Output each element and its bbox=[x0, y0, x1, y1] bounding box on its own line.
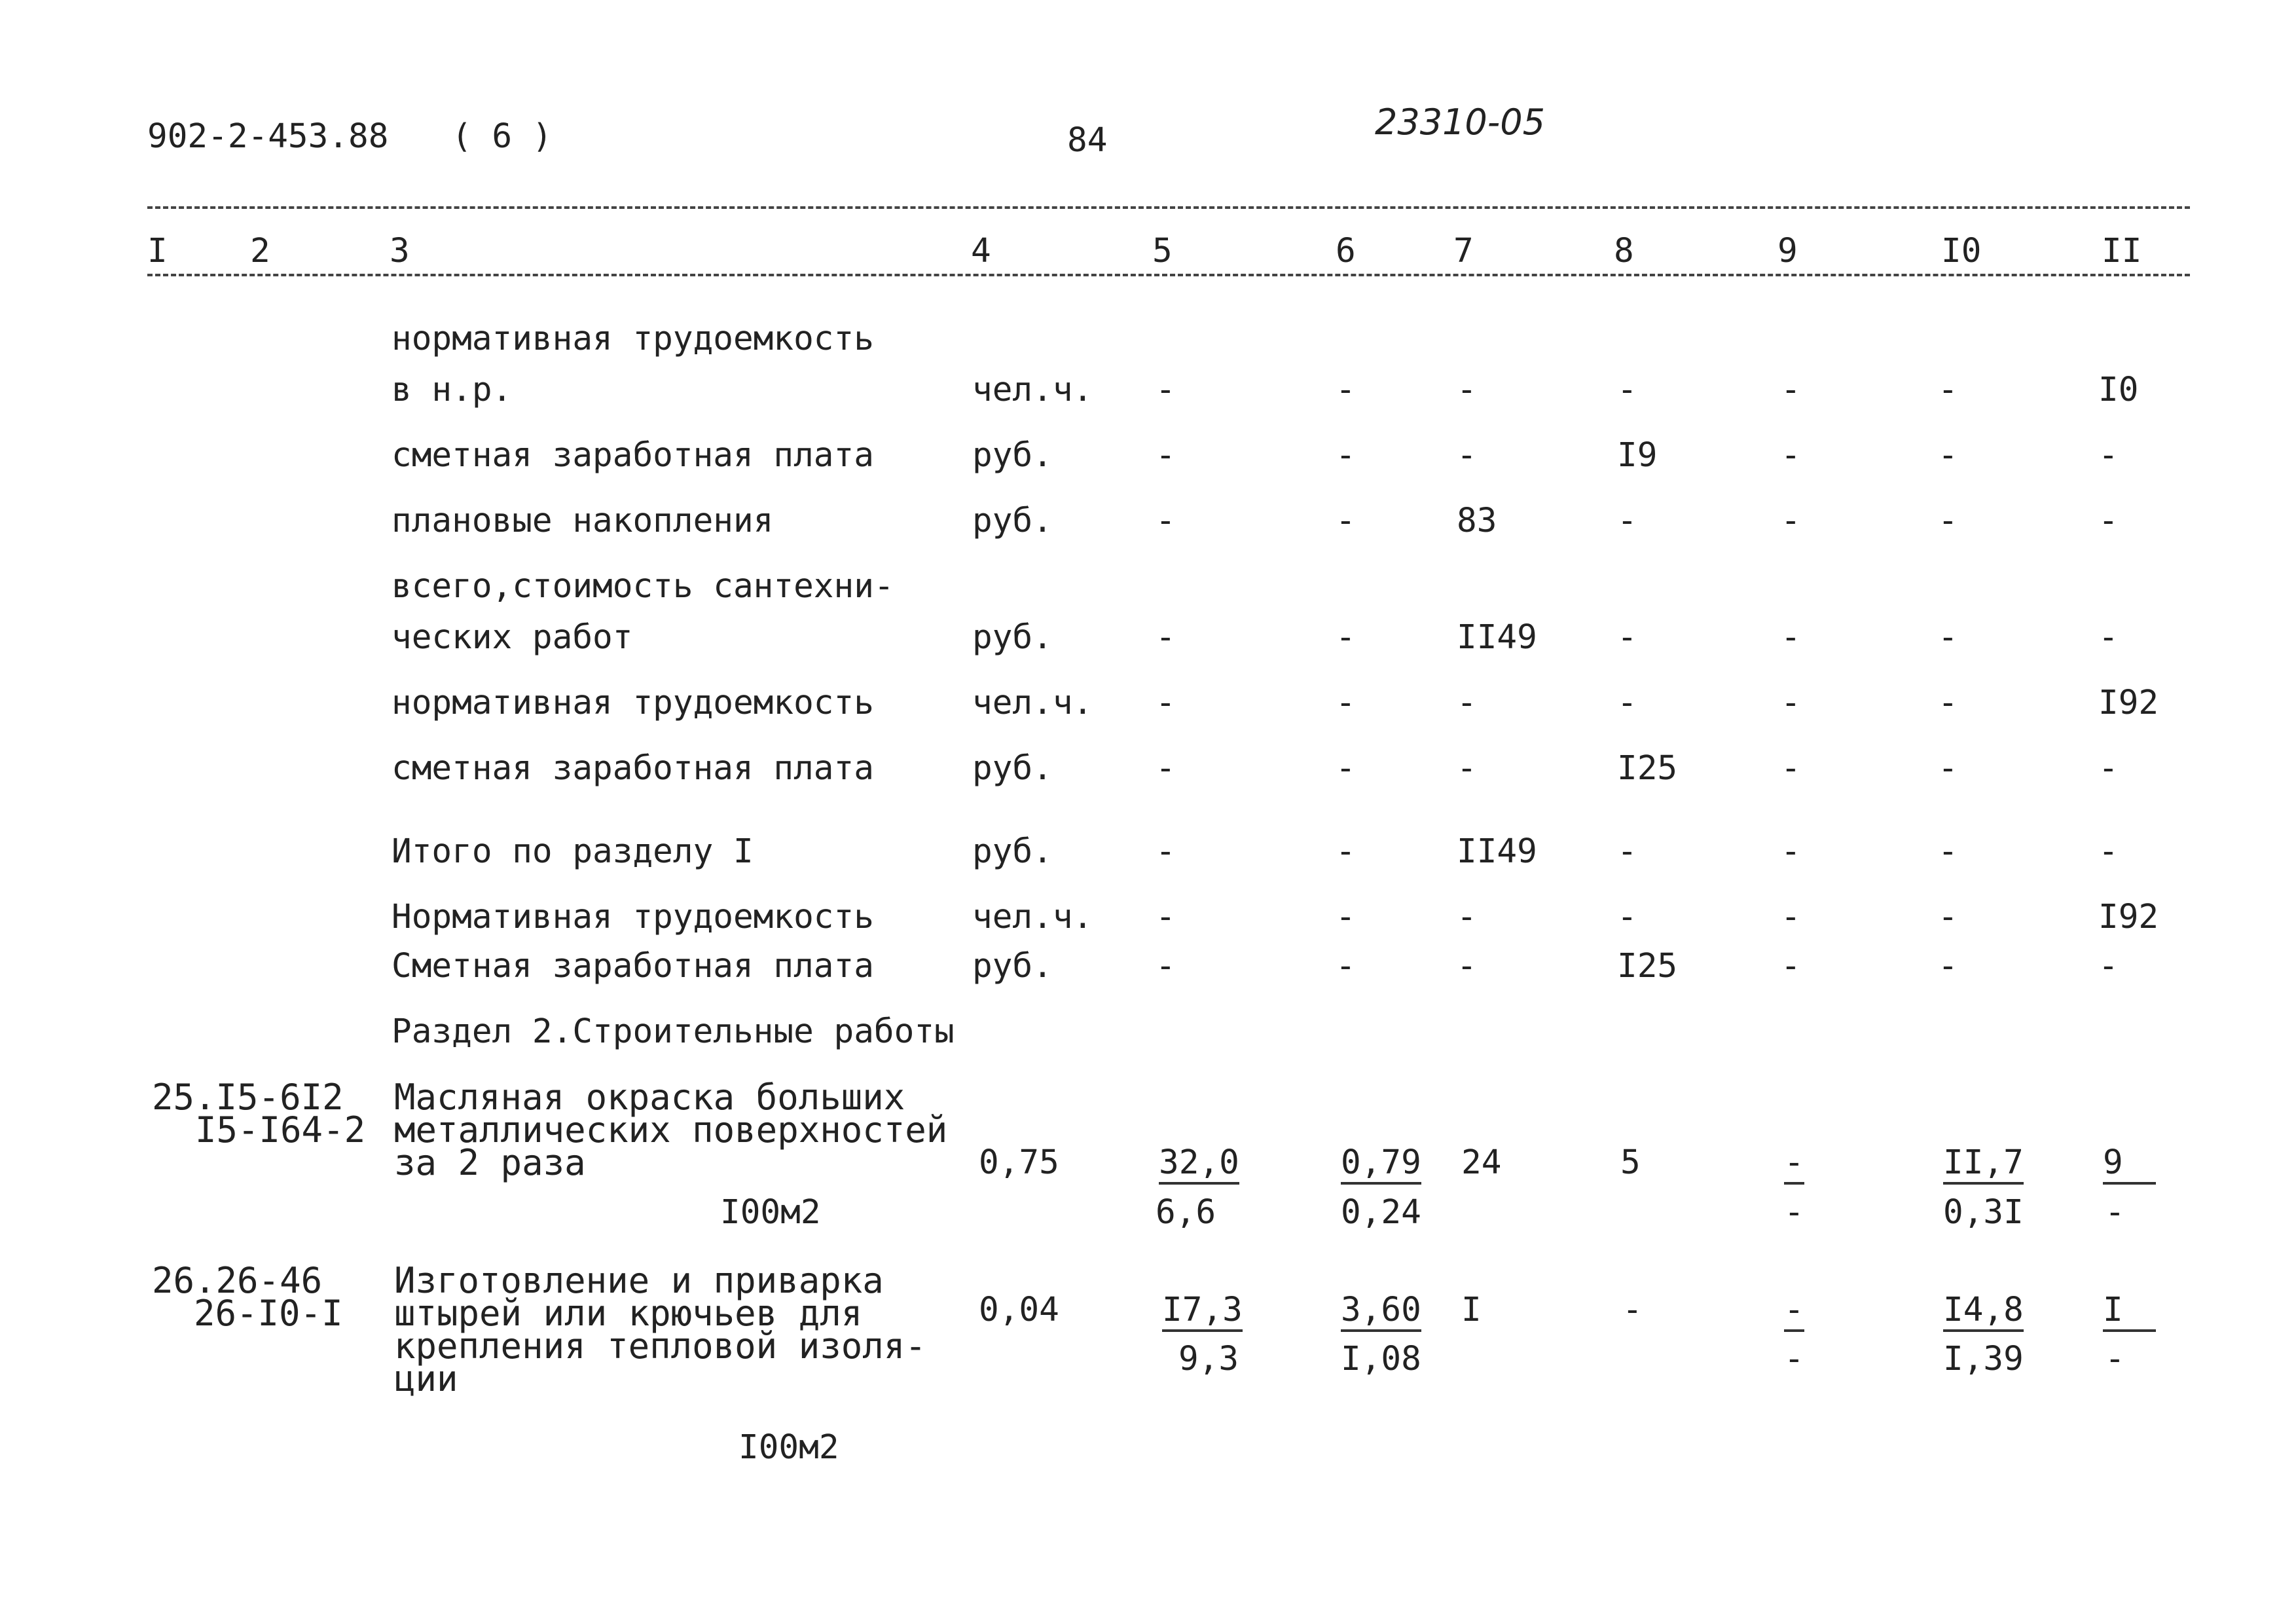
col-header-9: 9 bbox=[1777, 232, 1798, 270]
row-value-c11: - bbox=[2098, 947, 2119, 986]
row-desc-line: Сметная заработная плата bbox=[392, 947, 874, 986]
row-value-c11: - bbox=[2098, 502, 2119, 540]
row-value-c9: - bbox=[1781, 371, 1801, 409]
row-value-c7: - bbox=[1457, 371, 1477, 409]
row-desc-line: нормативная трудоемкость bbox=[392, 320, 874, 358]
row-value-c6: - bbox=[1336, 684, 1356, 722]
col-header-6: 6 bbox=[1336, 232, 1356, 270]
row-value-c8: I25 bbox=[1617, 947, 1678, 986]
row-unit: чел.ч. bbox=[972, 371, 1093, 409]
item-c10-bottom: I,39 bbox=[1943, 1340, 2024, 1378]
item-unit: I00м2 bbox=[738, 1428, 839, 1467]
row-value-c6: - bbox=[1336, 371, 1356, 409]
item-c5-top: 32,0 bbox=[1159, 1146, 1239, 1185]
item-c11-top: 9 bbox=[2103, 1146, 2156, 1185]
row-value-c9: - bbox=[1781, 502, 1801, 540]
item-c10-top: I4,8 bbox=[1943, 1293, 2024, 1332]
item-quantity: 0,75 bbox=[979, 1143, 1059, 1182]
row-value-c6: - bbox=[1336, 749, 1356, 788]
col-header-8: 8 bbox=[1614, 232, 1634, 270]
row-value-c11: I92 bbox=[2098, 898, 2159, 936]
item-code: 26-I0-I bbox=[194, 1293, 343, 1334]
row-value-c6: - bbox=[1336, 618, 1356, 657]
row-value-c8: - bbox=[1617, 371, 1637, 409]
col-header-7: 7 bbox=[1453, 232, 1474, 270]
row-value-c6: - bbox=[1336, 502, 1356, 540]
row-value-c8: - bbox=[1617, 832, 1637, 871]
item-number: 26.26-46 bbox=[152, 1260, 323, 1301]
row-desc-line: Нормативная трудоемкость bbox=[392, 898, 874, 936]
item-c9-top: - bbox=[1784, 1146, 1804, 1185]
item-c9-top: - bbox=[1784, 1293, 1804, 1332]
row-value-c5: - bbox=[1156, 749, 1176, 788]
row-value-c10: - bbox=[1938, 618, 1958, 657]
col-header-4: 4 bbox=[971, 232, 991, 270]
item-c11-top: I bbox=[2103, 1293, 2156, 1332]
row-desc-line: Итого по разделу I bbox=[392, 832, 754, 871]
col-header-11: II bbox=[2102, 232, 2142, 270]
row-value-c7: 83 bbox=[1457, 502, 1497, 540]
row-value-c11: - bbox=[2098, 618, 2119, 657]
row-value-c5: - bbox=[1156, 618, 1176, 657]
row-value-c11: I92 bbox=[2098, 684, 2159, 722]
row-value-c5: - bbox=[1156, 947, 1176, 986]
row-unit: руб. bbox=[972, 618, 1053, 657]
row-value-c10: - bbox=[1938, 684, 1958, 722]
row-value-c9: - bbox=[1781, 898, 1801, 936]
handwritten-stamp: 23310-05 bbox=[1375, 101, 1545, 143]
item-desc-line: Масляная окраска больших bbox=[394, 1077, 905, 1118]
item-c6-bottom: 0,24 bbox=[1341, 1193, 1421, 1232]
item-c6-top: 0,79 bbox=[1341, 1146, 1421, 1185]
item-desc-line: Изготовление и приварка bbox=[394, 1260, 884, 1301]
row-unit: руб. bbox=[972, 502, 1053, 540]
row-value-c5: - bbox=[1156, 898, 1176, 936]
row-unit: руб. bbox=[972, 749, 1053, 788]
row-desc-line: сметная заработная плата bbox=[392, 749, 874, 788]
row-value-c10: - bbox=[1938, 749, 1958, 788]
row-desc-line: сметная заработная плата bbox=[392, 436, 874, 475]
row-unit: чел.ч. bbox=[972, 898, 1093, 936]
row-desc-line: всего,стоимость сантехни- bbox=[392, 567, 894, 606]
row-value-c9: - bbox=[1781, 684, 1801, 722]
section-title: Раздел 2.Строительные работы bbox=[392, 1012, 955, 1051]
row-desc-line: нормативная трудоемкость bbox=[392, 684, 874, 722]
row-value-c7: II49 bbox=[1457, 618, 1537, 657]
row-value-c11: I0 bbox=[2098, 371, 2139, 409]
item-c5-bottom: 6,6 bbox=[1156, 1193, 1216, 1232]
row-unit: руб. bbox=[972, 832, 1053, 871]
item-c6-top: 3,60 bbox=[1341, 1293, 1421, 1332]
col-header-3: 3 bbox=[390, 232, 410, 270]
row-value-c8: - bbox=[1617, 684, 1637, 722]
row-value-c10: - bbox=[1938, 436, 1958, 475]
row-value-c9: - bbox=[1781, 749, 1801, 788]
header-dashed-rule bbox=[147, 274, 2190, 276]
row-value-c7: - bbox=[1457, 749, 1477, 788]
row-value-c8: I9 bbox=[1617, 436, 1658, 475]
row-value-c5: - bbox=[1156, 371, 1176, 409]
row-value-c7: II49 bbox=[1457, 832, 1537, 871]
row-value-c10: - bbox=[1938, 947, 1958, 986]
row-value-c8: - bbox=[1617, 618, 1637, 657]
row-value-c9: - bbox=[1781, 832, 1801, 871]
item-desc-line: ции bbox=[394, 1358, 458, 1399]
row-value-c11: - bbox=[2098, 832, 2119, 871]
item-quantity: 0,04 bbox=[979, 1291, 1059, 1329]
item-c7: I bbox=[1461, 1291, 1482, 1329]
row-value-c5: - bbox=[1156, 502, 1176, 540]
row-value-c10: - bbox=[1938, 502, 1958, 540]
item-desc-line: штырей или крючьев для bbox=[394, 1293, 863, 1334]
row-desc-line: в н.р. bbox=[392, 371, 513, 409]
row-value-c8: I25 bbox=[1617, 749, 1678, 788]
row-value-c9: - bbox=[1781, 436, 1801, 475]
row-value-c7: - bbox=[1457, 436, 1477, 475]
row-value-c6: - bbox=[1336, 898, 1356, 936]
row-value-c7: - bbox=[1457, 947, 1477, 986]
row-value-c5: - bbox=[1156, 832, 1176, 871]
row-value-c8: - bbox=[1617, 502, 1637, 540]
col-header-5: 5 bbox=[1152, 232, 1173, 270]
page-number: 84 bbox=[1067, 121, 1108, 160]
document-code: 902-2-453.88 bbox=[147, 117, 389, 156]
row-unit: руб. bbox=[972, 436, 1053, 475]
row-unit: руб. bbox=[972, 947, 1053, 986]
item-desc-line: за 2 раза bbox=[394, 1142, 586, 1183]
row-desc-line: плановые накопления bbox=[392, 502, 774, 540]
item-desc-line: крепления тепловой изоля- bbox=[394, 1325, 926, 1367]
item-c8: 5 bbox=[1620, 1143, 1641, 1182]
row-value-c11: - bbox=[2098, 436, 2119, 475]
item-desc-line: металлических поверхностей bbox=[394, 1109, 948, 1151]
top-dashed-rule bbox=[147, 206, 2190, 209]
row-desc-line: ческих работ bbox=[392, 618, 633, 657]
item-c7: 24 bbox=[1461, 1143, 1502, 1182]
item-c11-bottom: - bbox=[2105, 1340, 2125, 1378]
item-c6-bottom: I,08 bbox=[1341, 1340, 1421, 1378]
col-header-1: I bbox=[147, 232, 168, 270]
album-number: ( 6 ) bbox=[452, 117, 553, 156]
item-c5-top: I7,3 bbox=[1162, 1293, 1243, 1332]
row-value-c5: - bbox=[1156, 684, 1176, 722]
item-c9-bottom: - bbox=[1784, 1193, 1804, 1232]
row-value-c10: - bbox=[1938, 371, 1958, 409]
row-value-c7: - bbox=[1457, 684, 1477, 722]
item-c5-bottom: 9,3 bbox=[1178, 1340, 1239, 1378]
row-value-c6: - bbox=[1336, 832, 1356, 871]
item-unit: I00м2 bbox=[720, 1193, 821, 1232]
item-c10-top: II,7 bbox=[1943, 1146, 2024, 1185]
item-c11-bottom: - bbox=[2105, 1193, 2125, 1232]
col-header-2: 2 bbox=[250, 232, 270, 270]
item-number: 25.I5-6I2 bbox=[152, 1077, 344, 1118]
item-c8: - bbox=[1622, 1291, 1643, 1329]
row-value-c8: - bbox=[1617, 898, 1637, 936]
item-c10-bottom: 0,3I bbox=[1943, 1193, 2024, 1232]
row-value-c11: - bbox=[2098, 749, 2119, 788]
col-header-10: I0 bbox=[1941, 232, 1982, 270]
row-value-c10: - bbox=[1938, 898, 1958, 936]
row-value-c5: - bbox=[1156, 436, 1176, 475]
row-unit: чел.ч. bbox=[972, 684, 1093, 722]
row-value-c9: - bbox=[1781, 947, 1801, 986]
item-c9-bottom: - bbox=[1784, 1340, 1804, 1378]
row-value-c9: - bbox=[1781, 618, 1801, 657]
row-value-c6: - bbox=[1336, 436, 1356, 475]
item-code: I5-I64-2 bbox=[195, 1109, 366, 1151]
row-value-c10: - bbox=[1938, 832, 1958, 871]
row-value-c6: - bbox=[1336, 947, 1356, 986]
row-value-c7: - bbox=[1457, 898, 1477, 936]
